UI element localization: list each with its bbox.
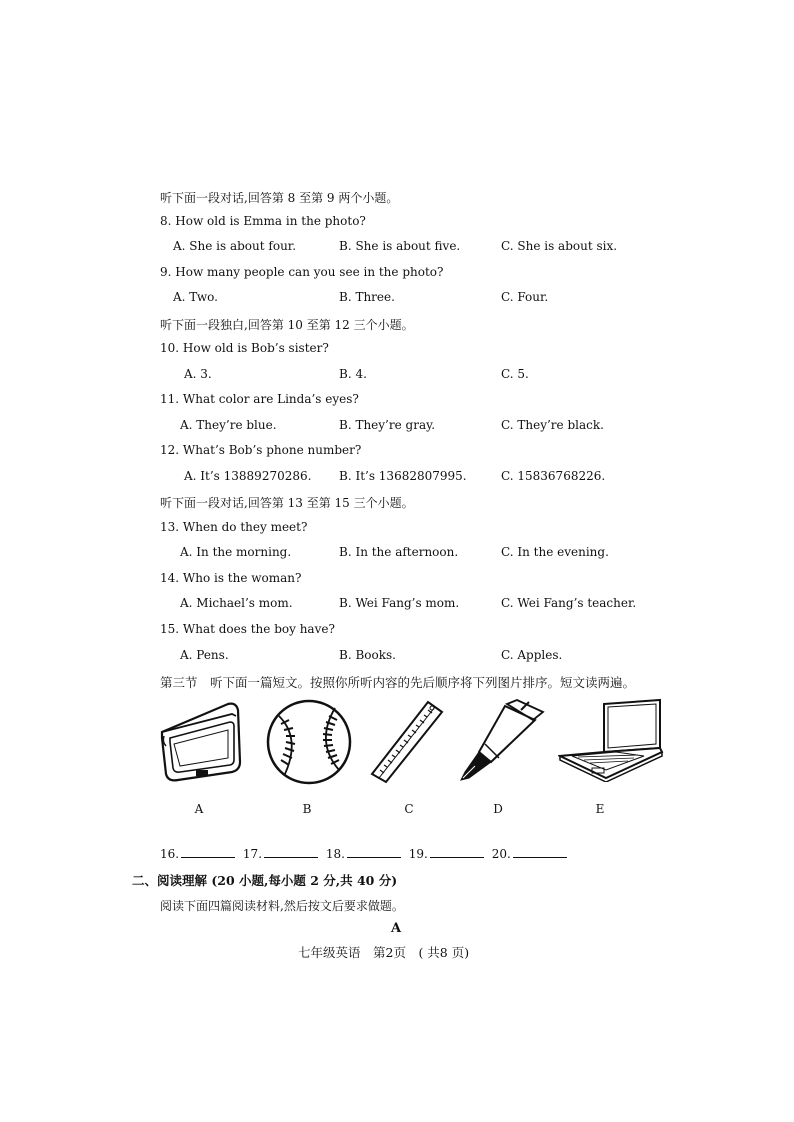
blank-17[interactable] (264, 845, 318, 858)
picture-label-e: E (595, 802, 605, 816)
ruler-icon (366, 698, 446, 784)
q10-option-c: C. 5. (501, 367, 529, 381)
q11-option-a: A. They’re blue. (180, 418, 277, 432)
laptop-icon (558, 698, 664, 782)
baseball-icon (265, 698, 353, 786)
blank-19-label: 19. (408, 847, 428, 861)
q14-option-a: A. Michael’s mom. (180, 596, 293, 610)
intro-dialogue-8-9: 听下面一段对话,回答第 8 至第 9 两个小题。 (160, 191, 399, 205)
q8-option-b: B. She is about five. (339, 239, 461, 253)
q15-option-b: B. Books. (339, 648, 396, 662)
q11-option-c: C. They’re black. (501, 418, 604, 432)
blank-19[interactable] (430, 845, 484, 858)
q13-option-c: C. In the evening. (501, 545, 609, 559)
q13-option-a: A. In the morning. (180, 545, 292, 559)
intro-monologue-10-12: 听下面一段独白,回答第 10 至第 12 三个小题。 (160, 318, 414, 332)
question-12: 12. What’s Bob’s phone number? (160, 443, 362, 457)
question-15: 15. What does the boy have? (160, 622, 335, 636)
blank-20[interactable] (513, 845, 567, 858)
question-14: 14. Who is the woman? (160, 571, 302, 585)
q10-option-a: A. 3. (184, 367, 212, 381)
pencil-case-icon (158, 698, 244, 784)
part-2-intro: 阅读下面四篇阅读材料,然后按文后要求做题。 (160, 899, 404, 913)
blank-18-label: 18. (325, 847, 345, 861)
q12-option-c: C. 15836768226. (501, 469, 606, 483)
blank-17-label: 17. (242, 847, 263, 861)
section-3-instructions: 第三节 听下面一篇短文。按照你所听内容的先后顺序将下列图片排序。短文读两遍。 (160, 675, 636, 690)
answer-blanks (160, 845, 571, 861)
q10-option-b: B. 4. (339, 367, 367, 381)
blank-16-label: 16. (160, 847, 180, 861)
question-13: 13. When do they meet? (160, 520, 308, 534)
blank-16[interactable] (181, 845, 235, 858)
fountain-pen-icon (455, 698, 545, 784)
picture-label-d: D (493, 802, 503, 816)
q9-option-c: C. Four. (501, 290, 549, 304)
q15-option-a: A. Pens. (180, 648, 229, 662)
picture-label-a: A (194, 802, 204, 816)
q13-option-b: B. In the afternoon. (339, 545, 459, 559)
blank-20-label: 20. (491, 847, 511, 861)
picture-label-c: C (404, 802, 414, 816)
q14-option-b: B. Wei Fang’s mom. (339, 596, 460, 610)
q8-option-a: A. She is about four. (173, 239, 297, 253)
q11-option-b: B. They’re gray. (339, 418, 436, 432)
question-8: 8. How old is Emma in the photo? (160, 214, 366, 228)
page-footer: 七年级英语 第2页 ( 共8 页) (298, 945, 470, 960)
passage-a-label: A (391, 921, 402, 936)
q9-option-b: B. Three. (339, 290, 395, 304)
question-10: 10. How old is Bob’s sister? (160, 341, 329, 355)
q8-option-c: C. She is about six. (501, 239, 618, 253)
picture-label-b: B (302, 802, 312, 816)
part-2-title: 二、阅读理解 (20 小题,每小题 2 分,共 40 分) (132, 873, 398, 888)
q12-option-b: B. It’s 13682807995. (339, 469, 467, 483)
intro-dialogue-13-15: 听下面一段对话,回答第 13 至第 15 三个小题。 (160, 496, 414, 510)
q12-option-a: A. It’s 13889270286. (184, 469, 312, 483)
question-11: 11. What color are Linda’s eyes? (160, 392, 359, 406)
q15-option-c: C. Apples. (501, 648, 563, 662)
q9-option-a: A. Two. (173, 290, 218, 304)
q14-option-c: C. Wei Fang’s teacher. (501, 596, 637, 610)
question-9: 9. How many people can you see in the photo? (160, 265, 444, 279)
blank-18[interactable] (347, 845, 401, 858)
